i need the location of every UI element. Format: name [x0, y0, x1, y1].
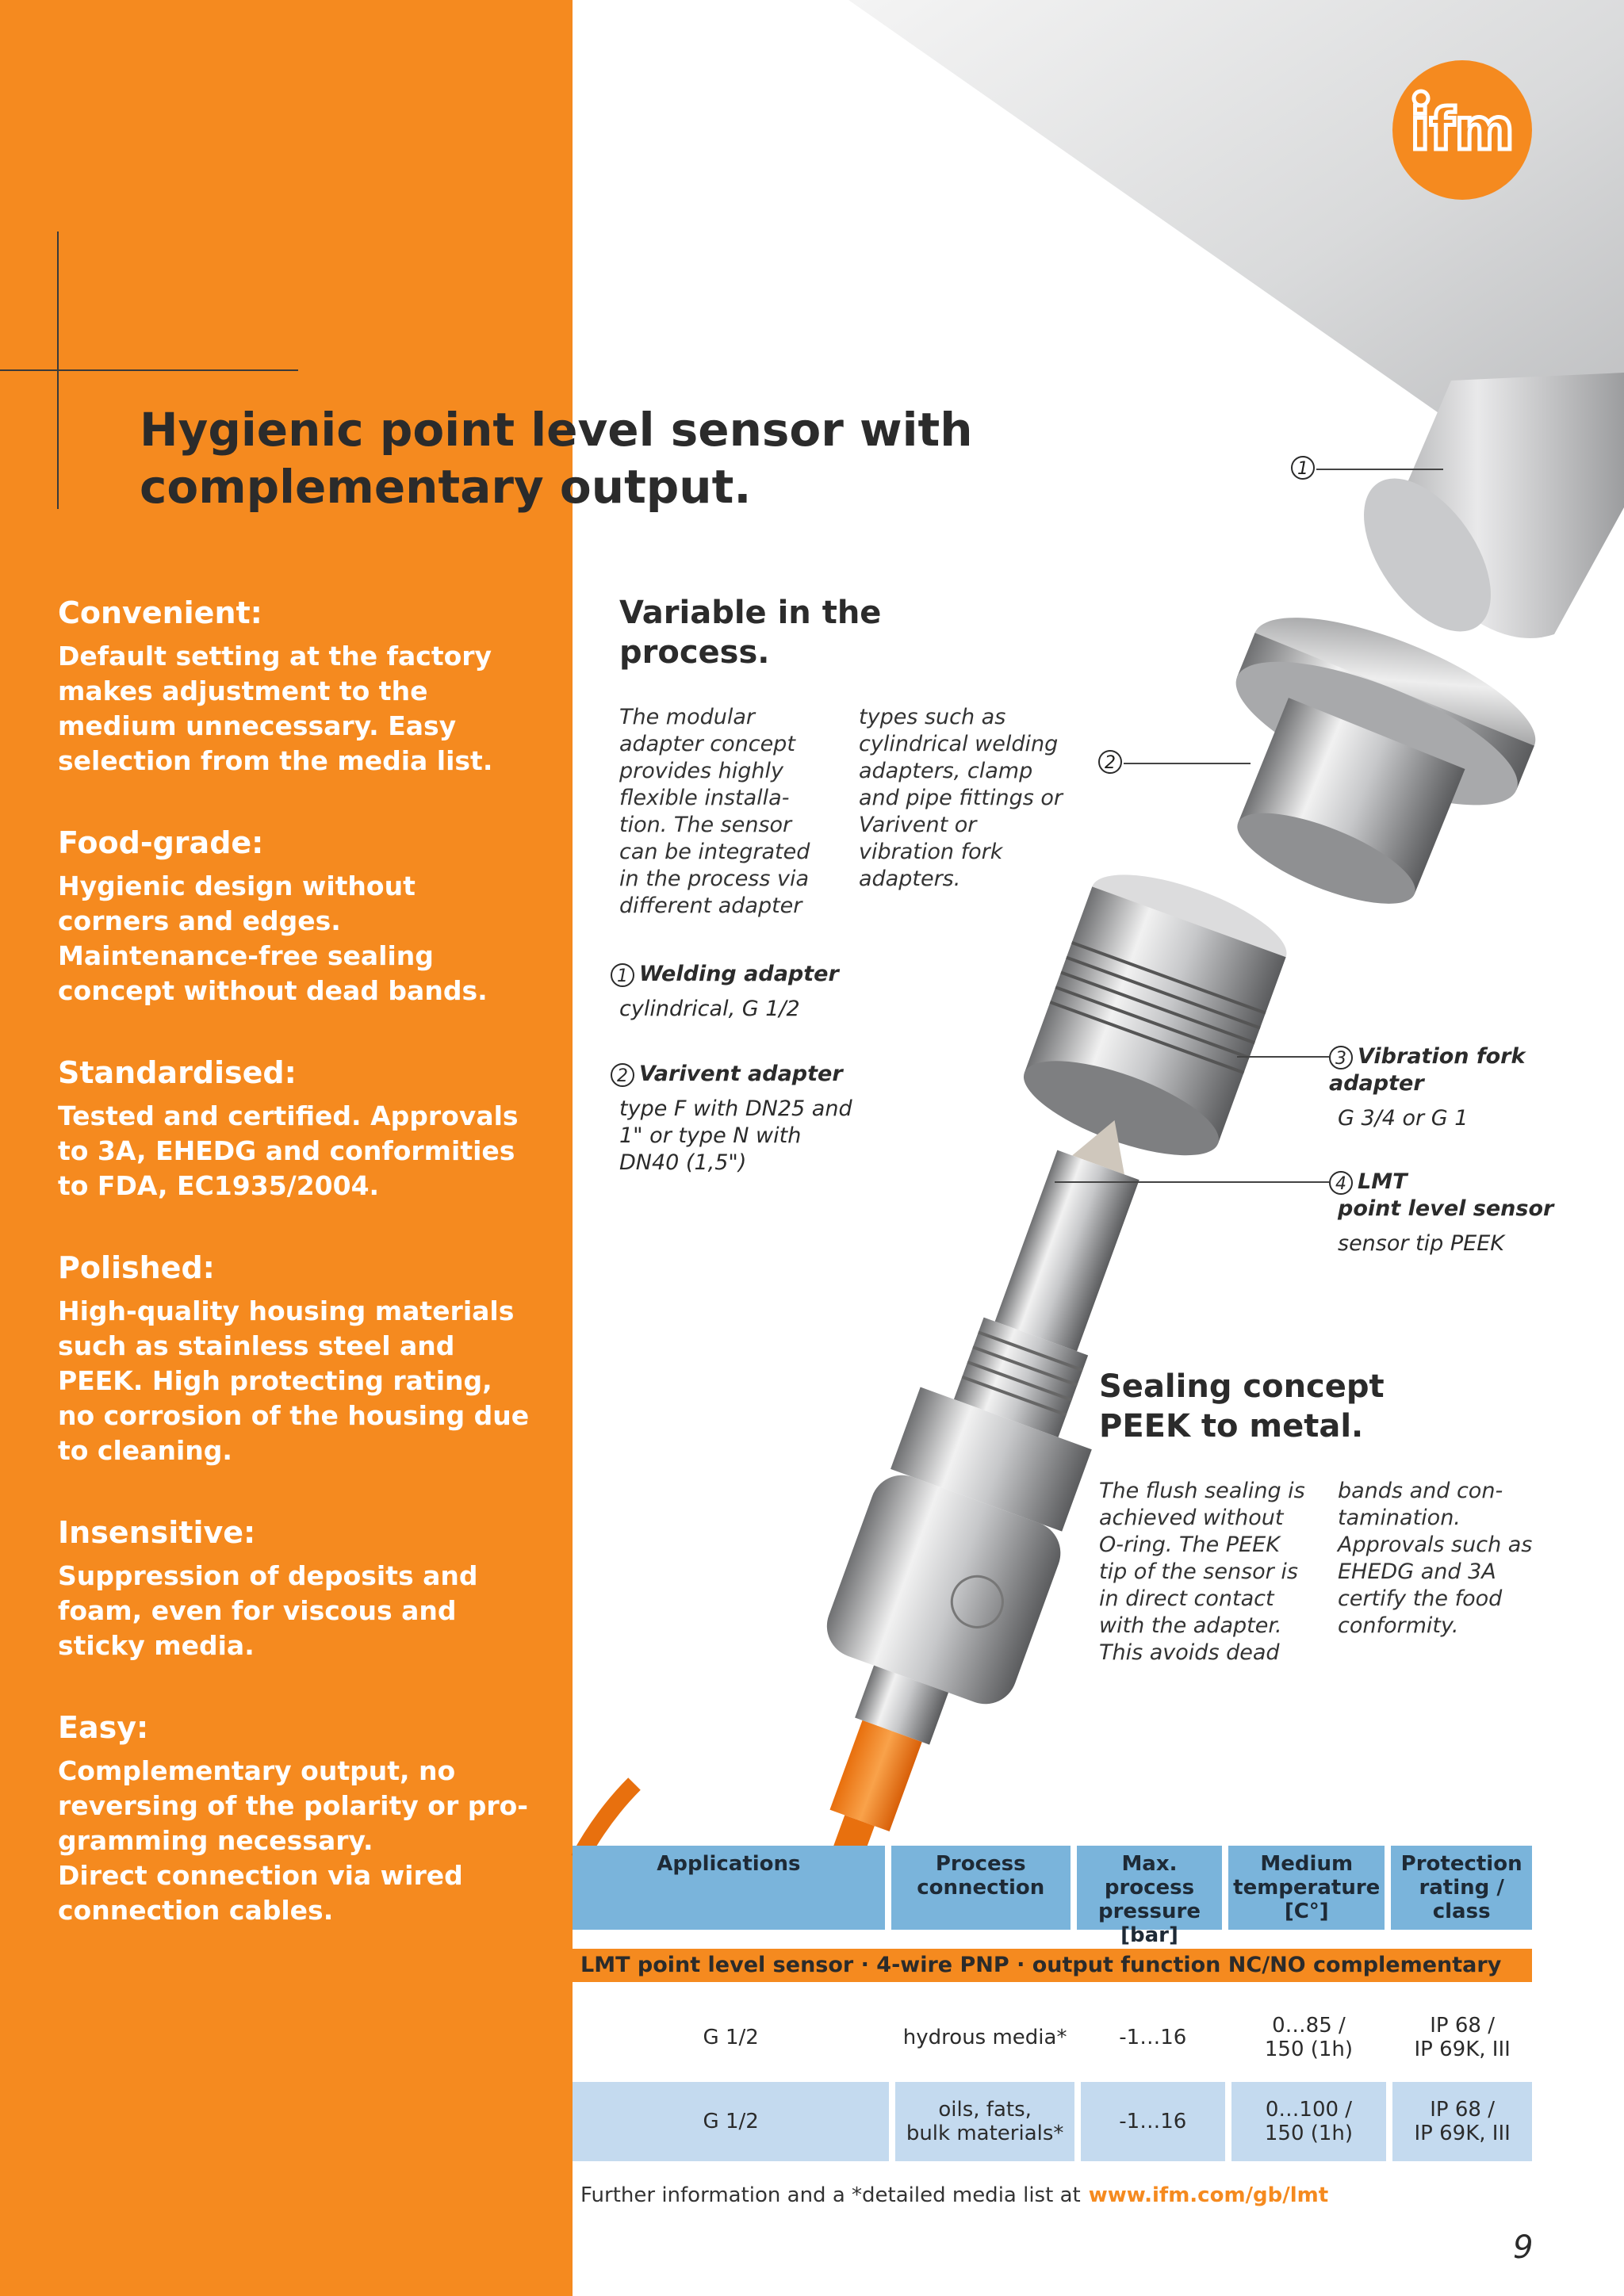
logo-text: ifm — [1410, 96, 1515, 163]
table-header-cell: Protection rating / class — [1391, 1846, 1532, 1930]
callout-number-3: 3 — [1329, 1046, 1353, 1070]
feature-text: Suppression of deposits and foam, even for viscous and sticky media. — [58, 1560, 478, 1661]
feature-polished — [58, 1248, 534, 1468]
callout-detail: G 3/4 or G 1 — [1338, 1106, 1469, 1131]
callout-lmt-sensor — [1329, 1169, 1567, 1257]
feature-list — [58, 593, 534, 1973]
feature-text: High-quality housing materials such as stainless steel and PEEK. High protecting rating, no corrosion of the housing due to cleaning. — [58, 1295, 530, 1466]
table-cell: G 1/2 — [573, 2082, 889, 2161]
feature-text: Tested and certified. Approvals to 3A, EHEDG and conformities to FDA, EC1935/2004. — [58, 1100, 519, 1201]
feature-convenient — [58, 593, 534, 779]
crop-mark-horizontal — [0, 369, 298, 371]
table-cell: oils, fats, bulk materials* — [895, 2082, 1074, 2161]
callout-varivent-adapter — [611, 1061, 864, 1177]
product-table — [573, 1846, 1532, 2161]
table-cell: -1…16 — [1119, 2026, 1187, 2049]
table-row — [573, 2082, 1532, 2161]
leader-line-1 — [1316, 469, 1443, 470]
table-header-cell: Applications — [573, 1846, 885, 1930]
feature-easy — [58, 1708, 534, 1928]
table-header-row — [573, 1846, 1532, 1947]
table-cell: IP 68 / IP 69K, III — [1414, 2014, 1511, 2061]
table-header-cell: Medium temperature [C°] — [1228, 1846, 1385, 1930]
image-marker-1: 1 — [1291, 456, 1315, 480]
table-subheader: LMT point level sensor · 4-wire PNP · output function NC/NO complementary — [573, 1949, 1532, 1982]
table-cell: hydrous media* — [902, 2026, 1067, 2049]
callout-number-2: 2 — [611, 1063, 634, 1087]
table-cell: -1…16 — [1081, 2082, 1225, 2161]
footer-text: Further information and a *detailed media list at — [580, 2183, 1081, 2207]
page-number: 9 — [1513, 2229, 1534, 2266]
variable-heading — [619, 593, 881, 672]
image-marker-2: 2 — [1098, 750, 1122, 774]
callout-number-1: 1 — [611, 963, 634, 987]
feature-insensitive — [58, 1513, 534, 1663]
callout-label: LMT — [1358, 1169, 1408, 1194]
variable-text-col-2: types such as cylindrical welding adapters, clamp and pipe fittings or Varivent or vibration fork adapters. — [859, 705, 1063, 891]
sealing-text-col-2: bands and con-tamination. Approvals such as EHEDG and 3A certify the food conformity. — [1338, 1479, 1533, 1638]
sealing-text-col-1: The flush sealing is achieved without O-ring. The PEEK tip of the sensor is in direct contact with the adapter. This avoids dead — [1099, 1479, 1305, 1665]
feature-heading: Standardised: — [58, 1055, 297, 1090]
feature-heading: Easy: — [58, 1710, 149, 1745]
feature-heading: Convenient: — [58, 595, 262, 630]
table-cell: 0…100 / 150 (1h) — [1231, 2082, 1387, 2161]
feature-text: Hygienic design without corners and edges. Maintenance-free sealing concept without dead bands. — [58, 871, 488, 1006]
feature-heading: Polished: — [58, 1250, 215, 1285]
feature-heading: Insensitive: — [58, 1515, 256, 1550]
callout-label-line-2: point level sensor — [1338, 1196, 1554, 1221]
feature-heading: Food-grade: — [58, 825, 264, 860]
callout-detail: type F with DN25 and 1" or type N with DN40 (1,5") — [619, 1096, 852, 1175]
footer-link[interactable]: www.ifm.com/gb/lmt — [1088, 2183, 1329, 2207]
footer-note — [580, 2183, 1328, 2207]
variable-heading-line-1: Variable in the — [619, 595, 882, 631]
feature-food-grade — [58, 823, 534, 1008]
table-cell: 0…85 / 150 (1h) — [1264, 2014, 1354, 2061]
variable-heading-line-2: process. — [619, 634, 770, 671]
callout-label: Welding adapter — [639, 962, 839, 986]
table-cell: IP 68 / IP 69K, III — [1392, 2082, 1532, 2161]
callout-detail: sensor tip PEEK — [1338, 1231, 1504, 1256]
sealing-heading — [1099, 1367, 1385, 1446]
feature-text: Default setting at the factory makes adjustment to the medium unnecessary. Easy selection from the media list. — [58, 641, 493, 776]
leader-line-3 — [1237, 1056, 1329, 1058]
callout-label: Vibration fork adapter — [1329, 1044, 1526, 1096]
page-title — [140, 401, 1012, 515]
leader-line-4 — [1055, 1181, 1329, 1183]
callout-detail: cylindrical, G 1/2 — [619, 997, 800, 1021]
callout-number-4: 4 — [1329, 1171, 1353, 1195]
feature-text: Complementary output, no reversing of the polarity or pro-gramming necessary. Direct connection via wired connection cables. — [58, 1755, 528, 1926]
table-header-cell: Max. process pressure [bar] — [1077, 1846, 1223, 1930]
table-header-cell: Process connection — [891, 1846, 1071, 1930]
callout-vibration-fork-adapter — [1329, 1043, 1567, 1132]
feature-standardised — [58, 1053, 534, 1203]
table-row — [573, 1998, 1532, 2077]
callout-welding-adapter — [611, 961, 896, 1023]
title-line-2: complementary output. — [140, 460, 752, 514]
title-line-1: Hygienic point level sensor with — [140, 403, 973, 457]
table-cell: G 1/2 — [703, 2026, 759, 2049]
sealing-heading-line-2: PEEK to metal. — [1099, 1408, 1364, 1445]
variable-text-col-1: The modular adapter concept provides highly flexible installa-tion. The sensor can be integrated in the process via different adapter — [619, 705, 810, 918]
sealing-heading-line-1: Sealing concept — [1099, 1368, 1385, 1405]
callout-label: Varivent adapter — [639, 1062, 843, 1086]
leader-line-2 — [1124, 763, 1251, 764]
